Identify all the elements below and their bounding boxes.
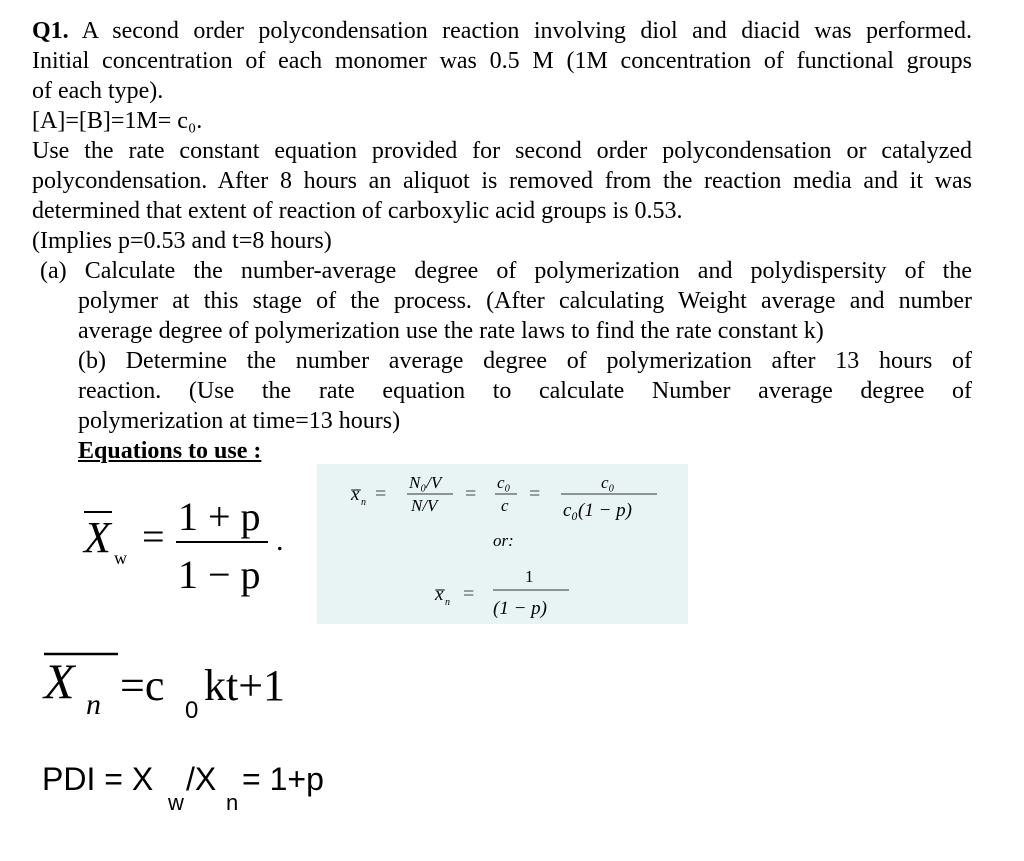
equations-heading: Equations to use : [78, 438, 262, 464]
part-a-line-1: (a) Calculate the number-average degree of polymerization and polydispersity of the [40, 258, 972, 284]
xw-equals: = [142, 514, 165, 559]
xn-equals-1: = [375, 483, 387, 505]
xw-denominator: 1 − p [178, 552, 261, 597]
question-line-8: (Implies p=0.53 and t=8 hours) [32, 228, 332, 254]
pdi-label: PDI = X [42, 761, 154, 797]
part-a-line-2: polymer at this stage of the process. (After calculating Weight average and number [78, 288, 972, 314]
pdi-sub-w: w [168, 790, 184, 815]
xw-symbol: X [84, 513, 111, 562]
question-line-2: Initial concentration of each monomer was 0.5 M (1M concentration of functional groups [32, 48, 972, 74]
frac1-numerator: N₀/V [409, 473, 442, 492]
xn-subscript-2: n [445, 597, 450, 608]
part-b-line-3: polymerization at time=13 hours) [78, 408, 401, 434]
xw-subscript: w [114, 548, 127, 568]
frac3-denominator: c₀(1 − p) [563, 500, 633, 521]
part-b-line-1: (b) Determine the number average degree of polymerization after 13 hours of [78, 348, 972, 374]
xn-subscript-1: n [361, 497, 366, 508]
pdi-slash-x: /X [186, 761, 217, 797]
xn-equals-2: = [465, 483, 477, 505]
rate-kt-plus-1: kt+1 [204, 661, 286, 710]
xw-dot: . [276, 524, 284, 557]
xn-symbol-1: x̅ [351, 484, 360, 505]
question-line-6: polycondensation. After 8 hours an aliquot is removed from the reaction media and it was [32, 168, 972, 194]
rate-c-subscript: 0 [185, 697, 199, 724]
question-line-1: Q1. A second order polycondensation reaction involving diol and diacid was performed. [32, 18, 972, 44]
question-line-7: determined that extent of reaction of carboxylic acid groups is 0.53. [32, 198, 683, 224]
frac1-denominator: N/V [411, 496, 438, 515]
pdi-equation [40, 758, 360, 818]
xw-numerator: 1 + p [178, 494, 261, 539]
rate-xn-symbol: X [44, 653, 75, 709]
weight-average-equation [70, 480, 310, 610]
xn-equals-3: = [529, 483, 541, 505]
pdi-sub-n: n [226, 790, 239, 815]
frac2-denominator: c [501, 496, 509, 515]
rate-law-equation [38, 646, 338, 726]
concentration-line: [A]=[B]=1M= c₀. [32, 108, 203, 134]
question-number: Q1. [32, 18, 69, 44]
part-a-line-3: average degree of polymerization use the rate laws to find the rate constant k) [78, 318, 824, 344]
frac4-numerator: 1 [525, 567, 534, 586]
part-b-line-2: reaction. (Use the rate equation to calculate Number average degree of [78, 378, 972, 404]
frac3-numerator: c₀ [601, 473, 615, 492]
frac4-denominator: (1 − p) [493, 598, 547, 619]
rate-equals-c: =c [120, 661, 165, 710]
question-line-3: of each type). [32, 78, 164, 104]
xn-equation-box [317, 464, 688, 624]
or-label: or: [493, 531, 514, 550]
question-line-5: Use the rate constant equation provided for second order polycondensation or catalyzed [32, 138, 972, 164]
xn-equations [317, 464, 688, 624]
pdi-result: = 1+p [242, 761, 324, 797]
rate-xn-subscript: n [86, 688, 101, 721]
xn-equals-4: = [463, 583, 475, 605]
xn-symbol-2: x̅ [435, 584, 444, 605]
frac2-numerator: c₀ [497, 473, 511, 492]
